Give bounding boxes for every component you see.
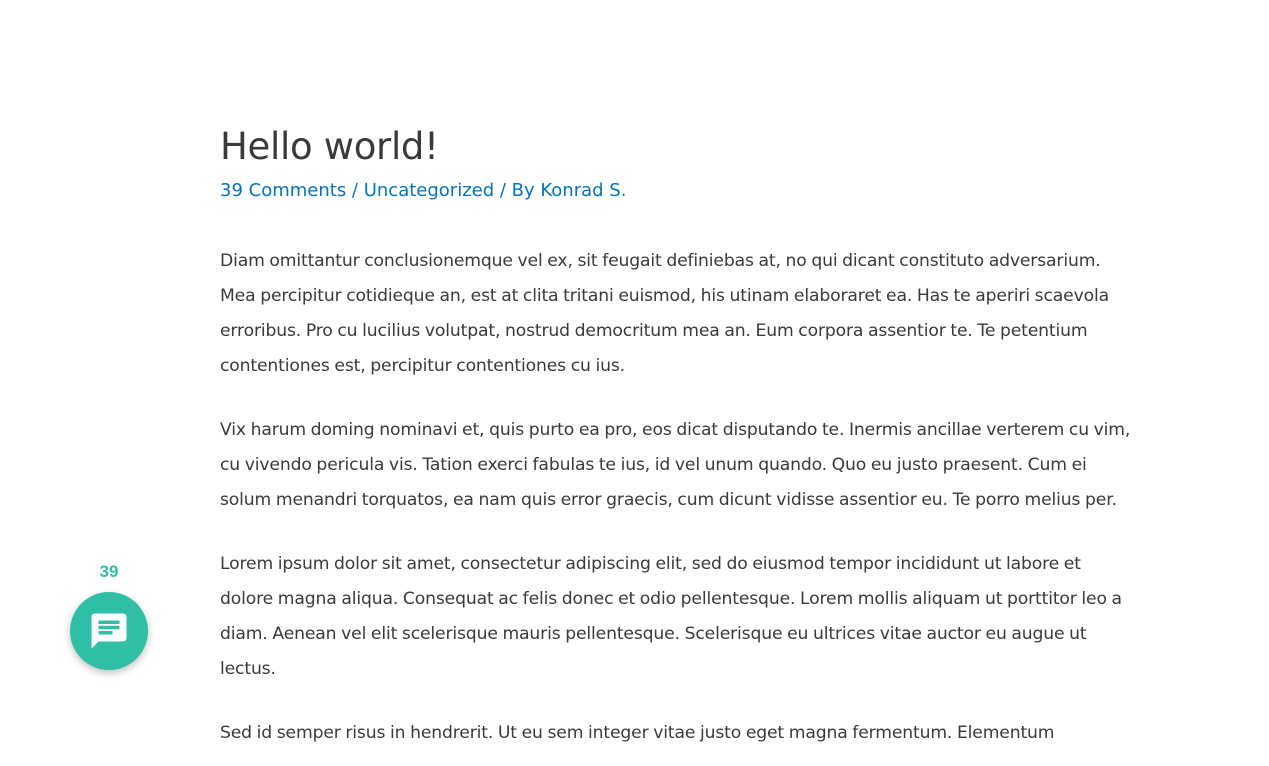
post-article — [220, 122, 1135, 766]
meta-separator: / — [346, 180, 364, 201]
post-paragraph: Diam omittantur conclusionemque vel ex, sit feugait definiebas at, no qui dicant constituto adversarium. Mea percipitur cotidieque an, est at clita tritani euismod, his utinam elaboraret ea. Has te aperiri scaevola erroribus. Pro cu lucilius volutpat, nostrud democritum mea an. Eum corpora assentior te. Te petentium contentiones est, percipitur contentiones cu ius. — [220, 251, 1109, 376]
post-meta — [220, 176, 1135, 206]
author-link[interactable]: Konrad S. — [540, 180, 627, 201]
post-title: Hello world! — [220, 125, 439, 168]
post-paragraph: Lorem ipsum dolor sit amet, consectetur adipiscing elit, sed do eiusmod tempor incididunt ut labore et dolore magna aliqua. Consequat ac felis donec et odio pellentesque. Lorem mollis aliquam ut porttitor leo a diam. Aenean vel elit scelerisque mauris pellentesque. Scelerisque eu ultrices vitae auctor eu augue ut lectus. — [220, 554, 1122, 679]
post-content — [220, 244, 1135, 751]
post-paragraph: Vix harum doming nominavi et, quis purto ea pro, eos dicat disputando te. Inermis ancillae verterem cu vim, cu vivendo pericula vis. Tation exerci fabulas te ius, id vel unum quando. Quo eu justo praesent. Cum ei solum menandri torquatos, ea nam quis error graecis, cum dicunt vidisse assentior eu. Te porro melius per. — [220, 420, 1131, 510]
meta-by-text: / By — [494, 180, 541, 201]
category-link[interactable]: Uncategorized — [363, 180, 495, 201]
open-comments-button[interactable] — [70, 592, 148, 670]
post-paragraph: Sed id semper risus in hendrerit. Ut eu sem integer vitae justo eget magna fermentum. Elementum — [220, 723, 1055, 743]
comments-link[interactable]: 39 Comments — [220, 180, 347, 201]
comment-count-badge: 39 — [99, 562, 119, 581]
floating-comments-widget — [70, 560, 148, 670]
comment-icon — [88, 610, 130, 652]
